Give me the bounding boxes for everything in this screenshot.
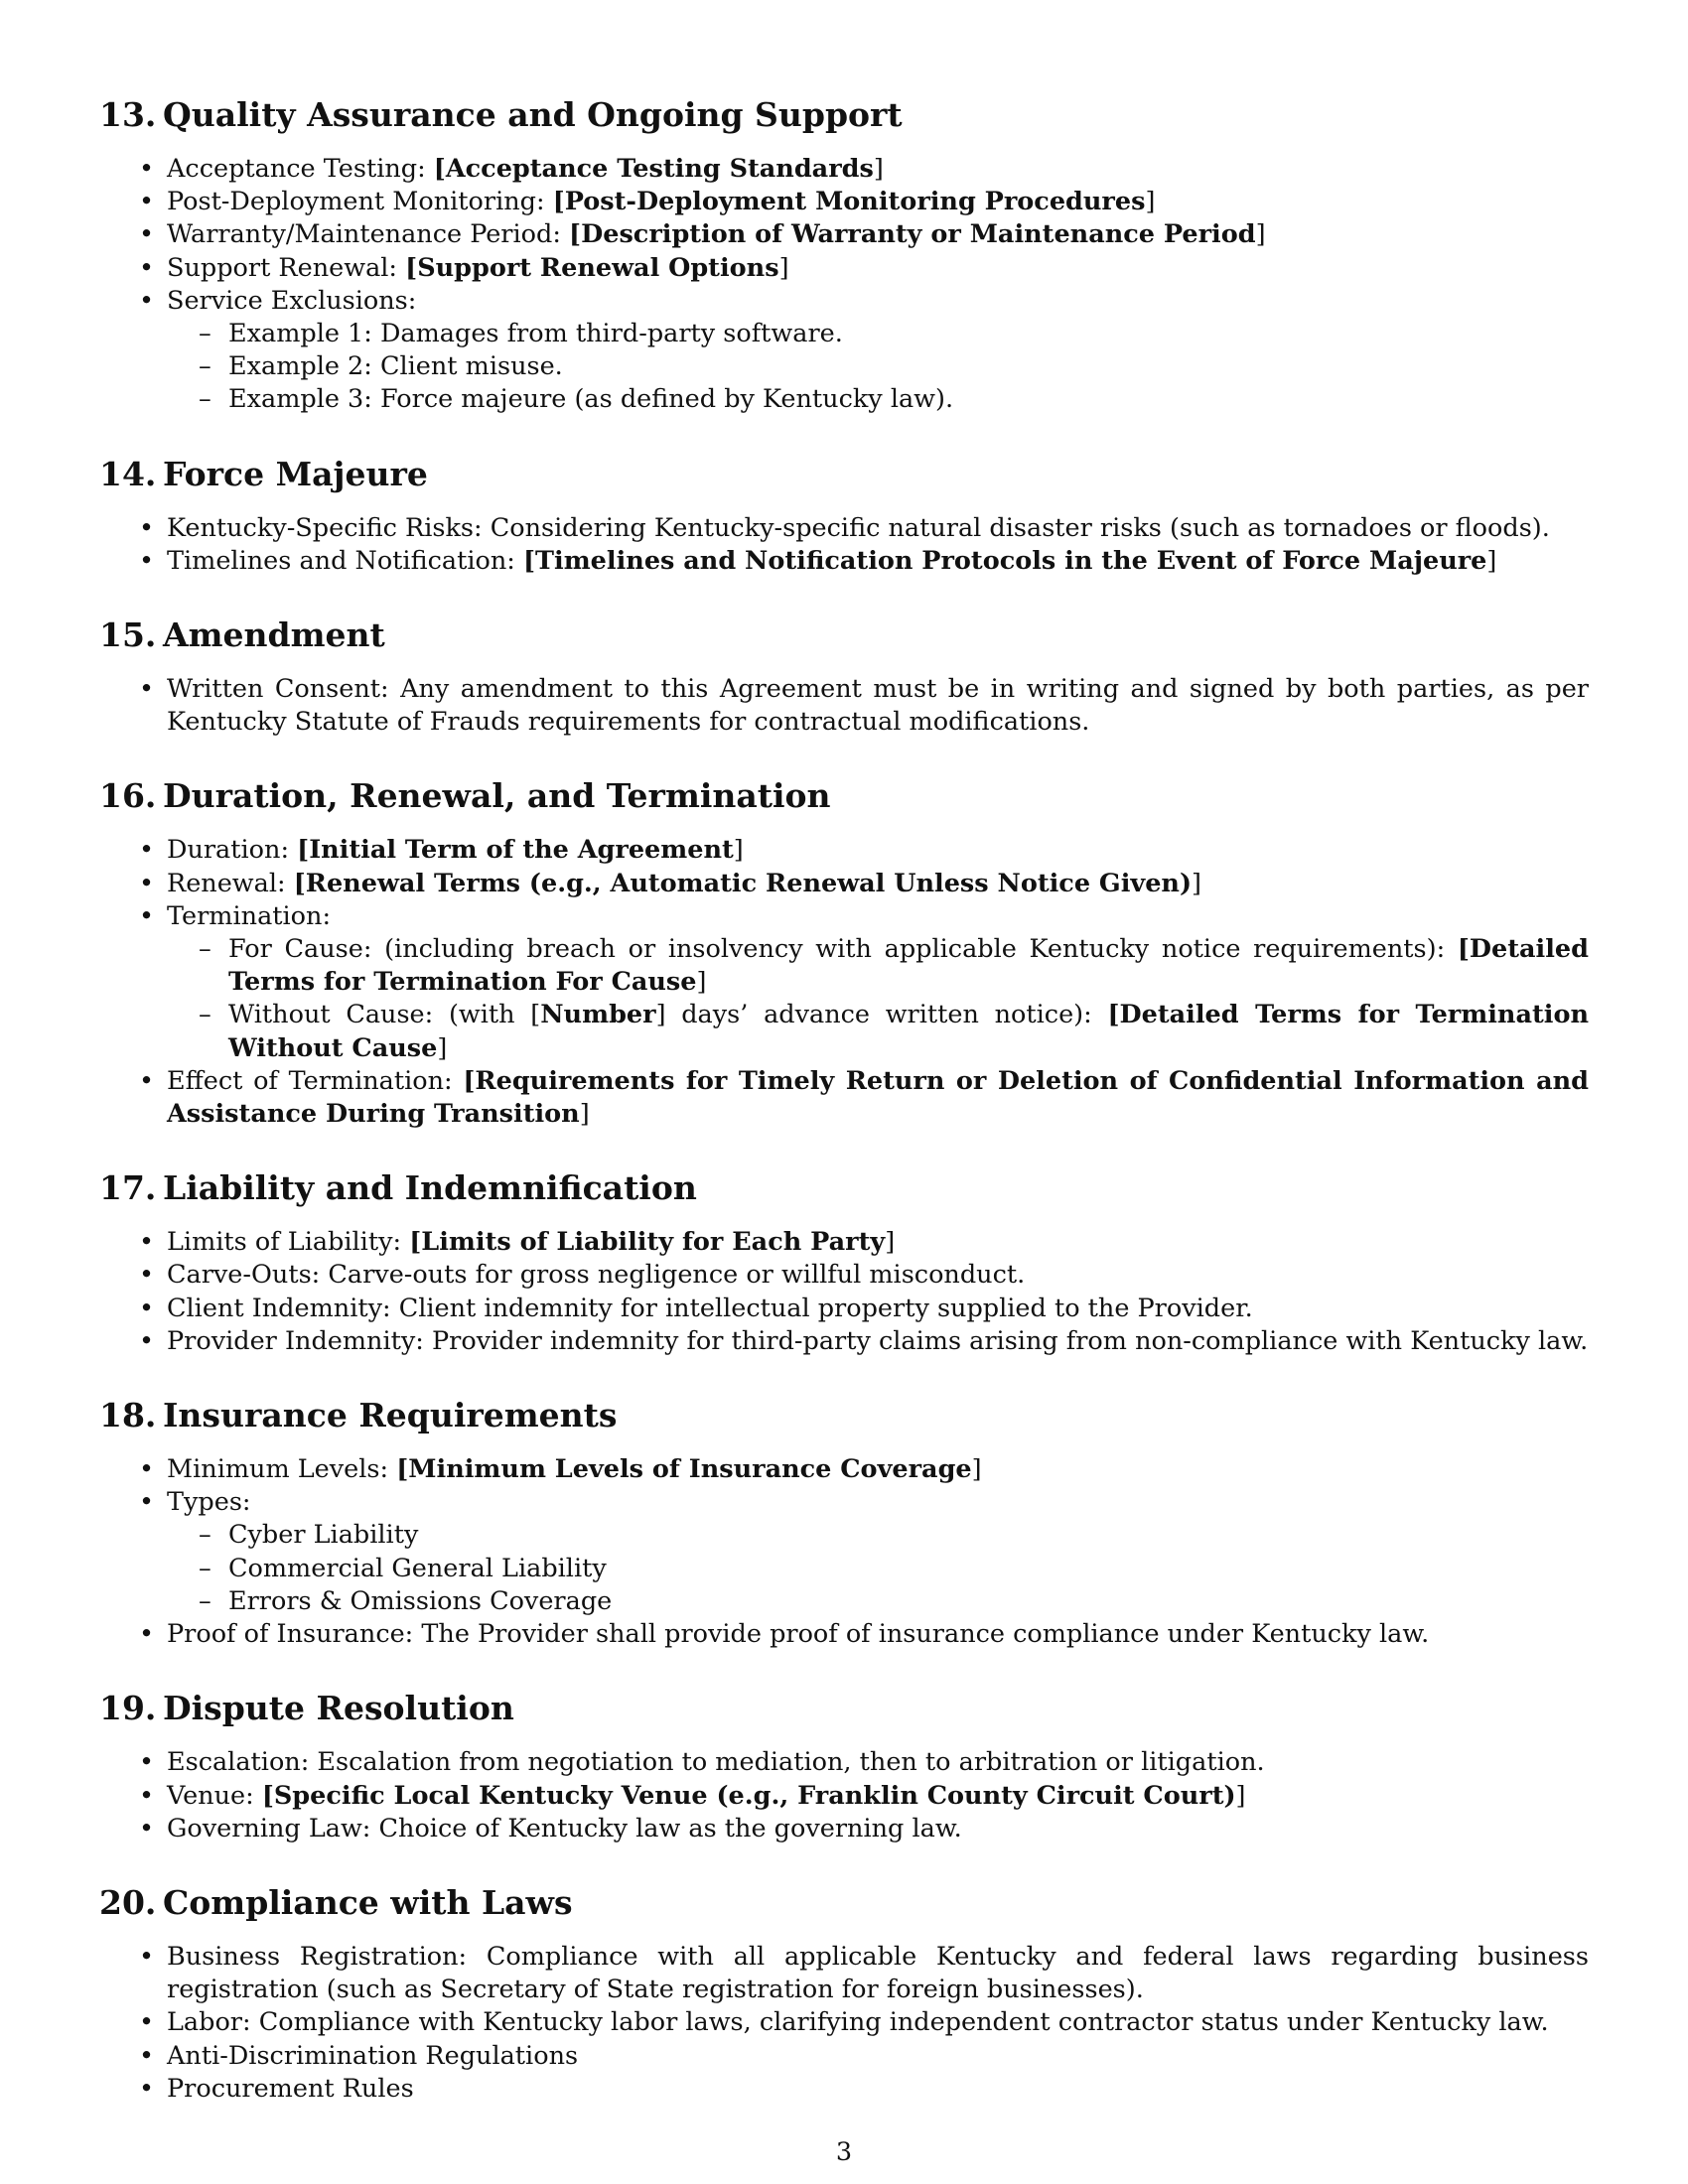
placeholder-text: Limits of Liability for Each Party: [421, 1227, 886, 1258]
section-13: [99, 95, 1589, 417]
list-item: [167, 218, 1589, 251]
bullet-list: [99, 512, 1589, 578]
item-text: Any amendment to this Agreement must be in writing and signed by both parties, as per Kentucky Statute of Frauds requirements for contractual modifications.: [167, 674, 1589, 738]
item-label: Venue:: [167, 1780, 262, 1811]
item-label: Service Exclusions:: [167, 285, 417, 316]
bracket-open: [: [293, 868, 306, 898]
list-item: [167, 153, 1589, 186]
item-label: Business Registration:: [167, 1941, 487, 1972]
section-14: [99, 455, 1589, 578]
bracket-close: ]: [873, 154, 884, 184]
item-label: Types:: [167, 1487, 251, 1518]
list-item: [167, 2006, 1589, 2039]
bracket-close: ]: [1486, 545, 1497, 576]
item-text: Provider indemnity for third-party claims arising from non-compliance with Kentucky law.: [432, 1325, 1589, 1356]
section-number: 18.: [99, 1396, 157, 1435]
item-label: Written Consent:: [167, 674, 401, 705]
placeholder-text: Requirements for Timely Return or Deletion of Confidential Information and Assistance During Transition: [167, 1065, 1589, 1130]
item-text: ] days’ advance written notice):: [655, 1000, 1108, 1030]
placeholder-text: Support Renewal Options: [417, 252, 779, 283]
item-label: Renewal:: [167, 868, 294, 898]
section-title: Quality Assurance and Ongoing Support: [163, 95, 903, 134]
bracket-open: [: [552, 187, 565, 217]
list-item: [167, 1941, 1589, 2006]
bracket-close: ]: [1145, 187, 1156, 217]
placeholder-text: Post-Deployment Monitoring Procedures: [564, 187, 1146, 217]
section-number: 13.: [99, 95, 157, 134]
section-16: [99, 776, 1589, 1131]
item-label: Governing Law:: [167, 1813, 379, 1843]
list-item: [167, 285, 1589, 417]
placeholder-text: Description of Warranty or Maintenance Period: [581, 219, 1256, 250]
item-label: Proof of Insurance:: [167, 1619, 422, 1650]
item-text: Compliance with Kentucky labor laws, clarifying independent contractor status under Kentucky law.: [258, 2007, 1549, 2038]
section-title: Dispute Resolution: [163, 1689, 514, 1728]
section-number: 19.: [99, 1689, 157, 1728]
sub-list-item: [228, 1553, 1589, 1585]
section-title: Insurance Requirements: [163, 1396, 618, 1435]
bracket-open: [: [409, 1227, 422, 1258]
section-heading: [99, 1168, 1589, 1208]
bullet-list: [99, 1746, 1589, 1845]
sub-list-item: [228, 318, 1589, 350]
section-title: Amendment: [163, 615, 385, 655]
list-item: [167, 673, 1589, 739]
section-heading: [99, 1883, 1589, 1923]
section-number: 15.: [99, 615, 157, 655]
bullet-list: [99, 1453, 1589, 1651]
bracket-close: ]: [885, 1227, 896, 1258]
item-text: Commercial General Liability: [228, 1553, 607, 1583]
placeholder-text: Timelines and Notification Protocols in the Event of Force Majeure: [535, 545, 1487, 576]
item-text: Client indemnity for intellectual property supplied to the Provider.: [398, 1293, 1253, 1323]
placeholder-text: Minimum Levels of Insurance Coverage: [408, 1454, 972, 1485]
item-text: Without Cause: (with [: [228, 1000, 541, 1030]
list-item: [167, 1813, 1589, 1845]
list-item: [167, 900, 1589, 1065]
item-label: Labor:: [167, 2007, 259, 2038]
bullet-list: [99, 673, 1589, 739]
item-bold-inline: Number: [540, 1000, 656, 1030]
item-label: Support Renewal:: [167, 252, 406, 283]
bracket-open: [: [1457, 934, 1470, 965]
bracket-open: [: [569, 219, 582, 250]
section-title: Compliance with Laws: [163, 1882, 573, 1922]
section-title: Liability and Indemnification: [163, 1168, 697, 1208]
bracket-open: [: [396, 1454, 409, 1485]
list-item: [167, 252, 1589, 285]
item-text: Considering Kentucky-specific natural disaster risks (such as tornadoes or floods).: [490, 512, 1550, 543]
bracket-close: ]: [778, 252, 789, 283]
bracket-close: ]: [733, 835, 744, 866]
list-item: [167, 1293, 1589, 1325]
placeholder-text: Specific Local Kentucky Venue (e.g., Franklin County Circuit Court): [273, 1780, 1236, 1811]
page-number: 3: [835, 2137, 853, 2167]
bracket-open: [: [261, 1780, 274, 1811]
section-19: [99, 1689, 1589, 1845]
list-item: [167, 545, 1589, 578]
item-text: Example 3: Force majeure (as defined by Kentucky law).: [228, 384, 954, 415]
section-title: Duration, Renewal, and Termination: [163, 776, 831, 816]
section-number: 14.: [99, 454, 157, 493]
bracket-close: ]: [1235, 1780, 1246, 1811]
section-15: [99, 615, 1589, 739]
section-heading: [99, 95, 1589, 135]
list-item: [167, 1453, 1589, 1486]
item-label: Warranty/Maintenance Period:: [167, 219, 570, 250]
item-text: Example 1: Damages from third-party software.: [228, 319, 843, 349]
bracket-open: [: [405, 252, 418, 283]
item-label: Termination:: [167, 900, 332, 931]
sub-list-item: [228, 1585, 1589, 1618]
section-number: 20.: [99, 1882, 157, 1922]
bullet-list: [99, 153, 1589, 417]
section-heading: [99, 615, 1589, 655]
section-heading: [99, 1689, 1589, 1728]
section-heading: [99, 1396, 1589, 1435]
item-label: Provider Indemnity:: [167, 1325, 432, 1356]
document-body: [99, 95, 1589, 2143]
section-18: [99, 1396, 1589, 1651]
sub-list-item: [228, 383, 1589, 416]
list-item: [167, 1226, 1589, 1259]
list-item: [167, 1746, 1589, 1779]
placeholder-text: Acceptance Testing Standards: [445, 154, 874, 184]
item-label: Timelines and Notification:: [167, 545, 523, 576]
bracket-open: [: [297, 835, 310, 866]
item-label: Effect of Termination:: [167, 1065, 464, 1096]
bracket-close: ]: [437, 1032, 448, 1063]
bracket-close: ]: [579, 1099, 590, 1130]
section-title: Force Majeure: [163, 454, 428, 493]
bracket-open: [: [433, 154, 446, 184]
sub-list: [167, 1519, 1589, 1618]
sub-list-item: [228, 350, 1589, 383]
list-item: [167, 1618, 1589, 1651]
item-text: Compliance with all applicable Kentucky and federal laws regarding business registration (such as Secretary of State registration for foreign businesses).: [167, 1941, 1589, 2005]
section-17: [99, 1168, 1589, 1358]
item-label: Carve-Outs:: [167, 1260, 329, 1291]
placeholder-text: Detailed Terms for Termination For Cause: [228, 934, 1589, 998]
bullet-list: [99, 834, 1589, 1131]
bracket-open: [: [522, 545, 536, 576]
section-number: 16.: [99, 776, 157, 816]
list-item: [167, 2040, 1589, 2073]
bullet-list: [99, 1226, 1589, 1358]
sub-list-item: [228, 933, 1589, 999]
item-label: Kentucky-Specific Risks:: [167, 512, 491, 543]
item-text: Errors & Omissions Coverage: [228, 1585, 613, 1616]
placeholder-text: Renewal Terms (e.g., Automatic Renewal Unless Notice Given): [305, 868, 1193, 898]
bracket-open: [: [1107, 1000, 1120, 1030]
item-text: Cyber Liability: [228, 1520, 419, 1551]
list-item: [167, 186, 1589, 218]
item-label: Anti-Discrimination Regulations: [167, 2040, 579, 2071]
item-text: The Provider shall provide proof of insurance compliance under Kentucky law.: [421, 1619, 1430, 1650]
item-text: Carve-outs for gross negligence or willful misconduct.: [328, 1260, 1026, 1291]
item-label: Client Indemnity:: [167, 1293, 399, 1323]
list-item: [167, 512, 1589, 545]
list-item: [167, 1325, 1589, 1358]
sub-list-item: [228, 1519, 1589, 1552]
item-text: Example 2: Client misuse.: [228, 351, 563, 382]
bullet-list: [99, 1941, 1589, 2106]
bracket-close: ]: [1255, 219, 1266, 250]
item-label: Procurement Rules: [167, 2073, 414, 2104]
sub-list: [167, 933, 1589, 1065]
section-heading: [99, 455, 1589, 494]
item-label: Duration:: [167, 835, 298, 866]
bracket-close: ]: [971, 1454, 982, 1485]
bracket-close: ]: [1192, 868, 1201, 898]
bracket-open: [: [463, 1065, 476, 1096]
list-item: [167, 834, 1589, 867]
list-item: [167, 2073, 1589, 2106]
item-text: Escalation from negotiation to mediation, then to arbitration or litigation.: [317, 1747, 1265, 1778]
item-label: Minimum Levels:: [167, 1454, 397, 1485]
placeholder-text: Initial Term of the Agreement: [309, 835, 734, 866]
section-20: [99, 1883, 1589, 2106]
list-item: [167, 1780, 1589, 1813]
list-item: [167, 1486, 1589, 1618]
placeholder-text: Detailed Terms for Termination Without Cause: [228, 1000, 1589, 1063]
list-item: [167, 1259, 1589, 1292]
item-label: Post-Deployment Monitoring:: [167, 187, 553, 217]
sub-list: [167, 318, 1589, 417]
item-text: Choice of Kentucky law as the governing law.: [378, 1813, 962, 1843]
list-item: [167, 868, 1589, 900]
bracket-close: ]: [696, 967, 707, 998]
item-label: Limits of Liability:: [167, 1227, 410, 1258]
list-item: [167, 1065, 1589, 1131]
item-label: Acceptance Testing:: [167, 154, 434, 184]
section-number: 17.: [99, 1168, 157, 1208]
section-heading: [99, 776, 1589, 816]
item-text: For Cause: (including breach or insolvency with applicable Kentucky notice requirements):: [228, 934, 1458, 965]
sub-list-item: [228, 999, 1589, 1064]
item-label: Escalation:: [167, 1747, 318, 1778]
